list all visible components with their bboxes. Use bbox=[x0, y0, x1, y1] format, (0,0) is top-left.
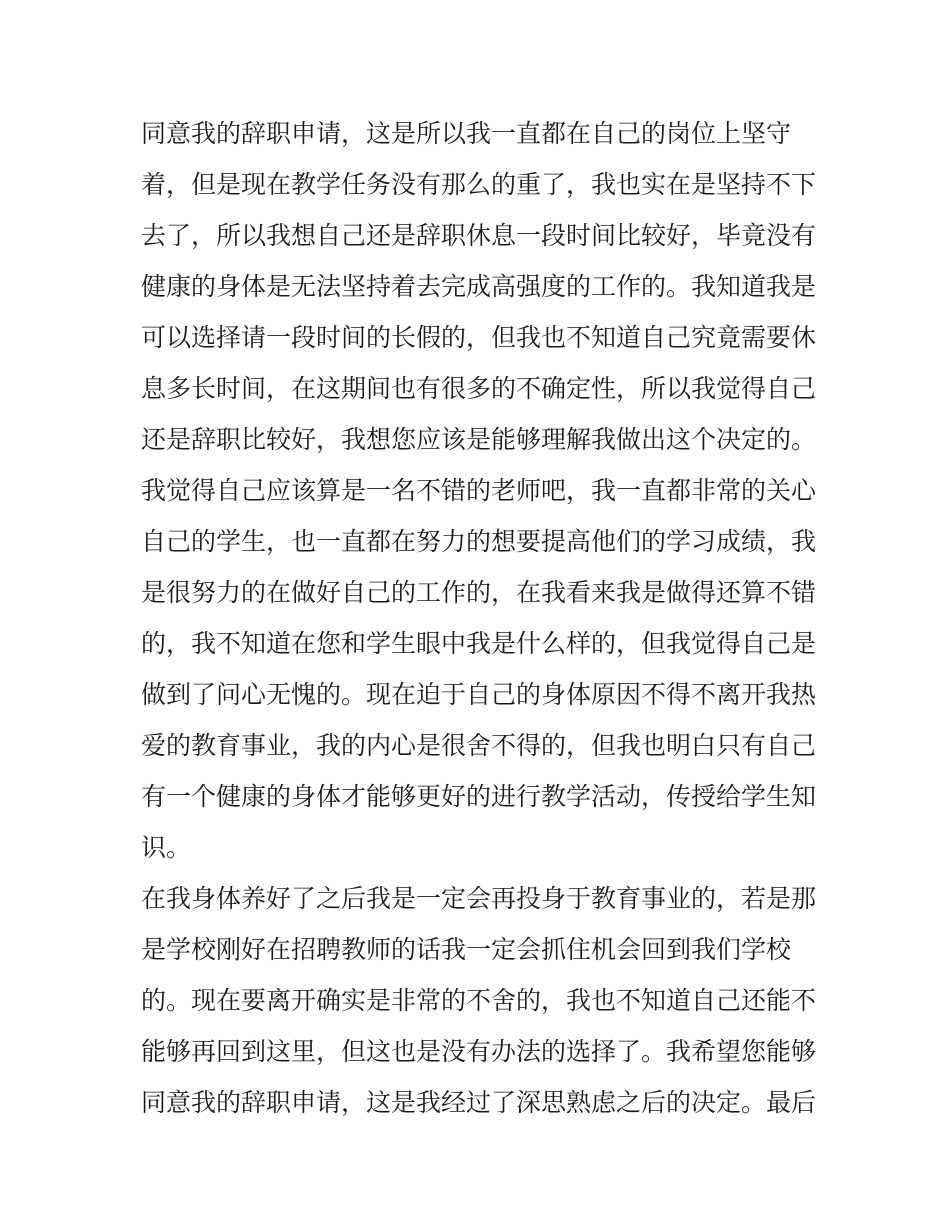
text-line-6: 息多长时间，在这期间也有很多的不确定性，所以我觉得自己 bbox=[141, 374, 817, 403]
text-line-16: 在我身体养好了之后我是一定会再投身于教育事业的，若是那 bbox=[141, 884, 817, 913]
text-line-10: 是很努力的在做好自己的工作的，在我看来我是做得还算不错 bbox=[141, 578, 817, 607]
letter-body bbox=[141, 108, 821, 1128]
text-line-20: 同意我的辞职申请，这是我经过了深思熟虑之后的决定。最后 bbox=[141, 1088, 817, 1117]
text-line-2: 着，但是现在教学任务没有那么的重了，我也实在是坚持不下 bbox=[141, 170, 817, 199]
text-line-4: 健康的身体是无法坚持着去完成高强度的工作的。我知道我是 bbox=[141, 272, 817, 301]
text-line-18: 的。现在要离开确实是非常的不舍的，我也不知道自己还能不 bbox=[141, 986, 817, 1015]
text-line-5: 可以选择请一段时间的长假的，但我也不知道自己究竟需要休 bbox=[141, 323, 817, 352]
text-line-17: 是学校刚好在招聘教师的话我一定会抓住机会回到我们学校 bbox=[141, 935, 792, 964]
text-line-8: 我觉得自己应该算是一名不错的老师吧，我一直都非常的关心 bbox=[141, 476, 817, 505]
text-line-7: 还是辞职比较好，我想您应该是能够理解我做出这个决定的。 bbox=[141, 425, 817, 454]
text-line-9: 自己的学生，也一直都在努力的想要提高他们的学习成绩，我 bbox=[141, 527, 817, 556]
text-line-13: 爱的教育事业，我的内心是很舍不得的，但我也明白只有自己 bbox=[141, 731, 817, 760]
text-line-14: 有一个健康的身体才能够更好的进行教学活动，传授给学生知 bbox=[141, 782, 817, 811]
text-line-15: 识。 bbox=[141, 833, 192, 862]
text-line-12: 做到了问心无愧的。现在迫于自己的身体原因不得不离开我热 bbox=[141, 680, 817, 709]
text-line-1: 同意我的辞职申请，这是所以我一直都在自己的岗位上坚守 bbox=[141, 119, 792, 148]
text-line-11: 的，我不知道在您和学生眼中我是什么样的，但我觉得自己是 bbox=[141, 629, 817, 658]
text-line-3: 去了，所以我想自己还是辞职休息一段时间比较好，毕竟没有 bbox=[141, 221, 817, 250]
text-line-19: 能够再回到这里，但这也是没有办法的选择了。我希望您能够 bbox=[141, 1037, 817, 1066]
